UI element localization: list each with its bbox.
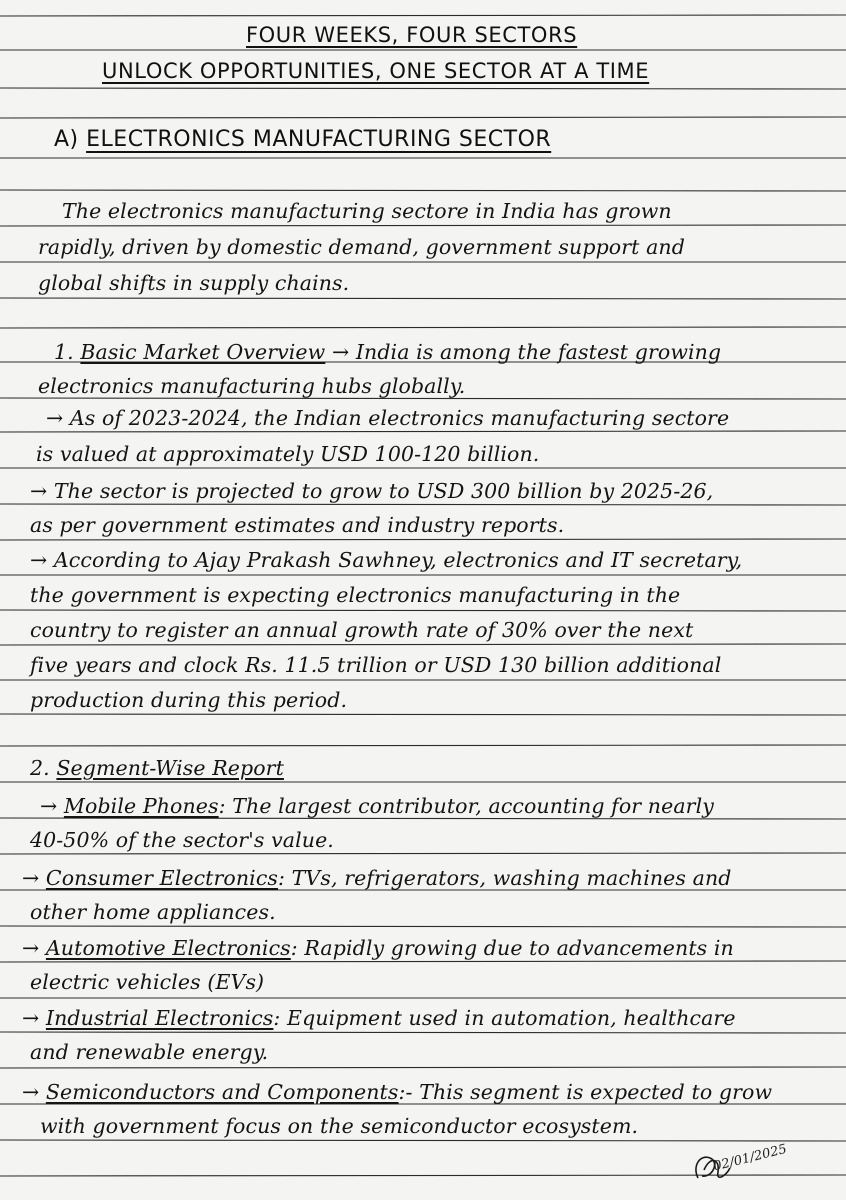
segment-name: Semiconductors and Components <box>45 1080 399 1104</box>
segment-cont: with government focus on the semiconductor ecosystem. <box>40 1114 639 1138</box>
intro-line: The electronics manufacturing sectore in India has grown <box>62 199 672 223</box>
rule-line <box>0 1032 846 1033</box>
arrow-icon: → <box>22 1006 40 1030</box>
section-label: A) <box>54 127 79 152</box>
segment-name: Automotive Electronics <box>45 936 291 960</box>
overview-line: electronics manufacturing hubs globally. <box>38 374 466 398</box>
rule-line <box>0 327 846 328</box>
segment-desc: Rapidly growing due to advancements in <box>297 936 734 960</box>
overview-line: → The sector is projected to grow to USD 300 billion by 2025-26, <box>30 479 714 503</box>
segment-cont: electric vehicles (EVs) <box>30 970 265 994</box>
segment-item <box>40 794 714 818</box>
overview-line: → As of 2023-2024, the Indian electronics manufacturing sectore <box>46 406 730 430</box>
overview-line: the government is expecting electronics manufacturing in the <box>30 583 681 607</box>
rule-line <box>0 225 846 226</box>
rule-line <box>0 117 846 118</box>
segment-item <box>22 866 732 890</box>
segment-item <box>22 1006 736 1030</box>
arrow-icon: → <box>22 936 40 960</box>
rule-line <box>0 926 846 927</box>
overview-number: 1. <box>54 340 74 364</box>
segment-desc: The largest contributor, accounting for nearly <box>225 794 714 818</box>
overview-title: Basic Market Overview <box>80 340 326 364</box>
rule-line <box>0 88 846 89</box>
segment-item <box>22 936 734 960</box>
rule-line <box>0 644 846 645</box>
segments-number: 2. <box>30 756 50 780</box>
segment-desc: This segment is expected to grow <box>412 1080 773 1104</box>
rule-line <box>0 504 846 505</box>
segments-heading-line <box>30 756 284 780</box>
segment-sep: :- <box>398 1080 413 1104</box>
segment-desc: TVs, refrigerators, washing machines and <box>285 866 732 890</box>
rule-line <box>0 853 846 854</box>
section-heading <box>54 126 551 154</box>
segment-item <box>22 1080 772 1104</box>
overview-lead: → India is among the fastest growing <box>331 340 722 364</box>
rule-line <box>0 539 846 540</box>
segments-title: Segment-Wise Report <box>56 756 284 780</box>
overview-heading-line <box>54 340 721 364</box>
segment-sep: : <box>278 866 286 890</box>
arrow-icon: → <box>40 794 58 818</box>
arrow-icon: → <box>22 866 40 890</box>
segment-desc: Equipment used in automation, healthcare <box>280 1006 736 1030</box>
segment-sep: : <box>218 794 226 818</box>
overview-line: → According to Ajay Prakash Sawhney, electronics and IT secretary, <box>30 548 743 572</box>
overview-line: five years and clock Rs. 11.5 trillion or USD 130 billion additional <box>30 653 722 677</box>
segment-name: Mobile Phones <box>63 794 219 818</box>
segment-cont: other home appliances. <box>30 900 276 924</box>
rule-line <box>0 818 846 819</box>
intro-line: rapidly, driven by domestic demand, government support and <box>38 235 685 259</box>
overview-line: is valued at approximately USD 100-120 billion. <box>36 442 540 466</box>
rule-line <box>0 961 846 962</box>
rule-line <box>0 15 846 16</box>
rule-line <box>0 1140 846 1141</box>
page-subtitle: UNLOCK OPPORTUNITIES, ONE SECTOR AT A TIME <box>102 59 650 83</box>
segment-cont: and renewable energy. <box>30 1040 269 1064</box>
segment-name: Consumer Electronics <box>45 866 279 890</box>
rule-line <box>0 190 846 191</box>
segment-sep: : <box>273 1006 281 1030</box>
segment-cont: 40-50% of the sector's value. <box>30 828 334 852</box>
arrow-icon: → <box>22 1080 40 1104</box>
intro-line: global shifts in supply chains. <box>38 271 350 295</box>
rule-line <box>0 714 846 715</box>
rule-line <box>0 298 846 299</box>
rule-line <box>0 745 846 746</box>
section-title: ELECTRONICS MANUFACTURING SECTOR <box>86 127 552 152</box>
segment-sep: : <box>290 936 298 960</box>
rule-line <box>0 398 846 399</box>
signature-date: 02/01/2025 <box>712 1141 789 1175</box>
segment-name: Industrial Electronics <box>45 1006 274 1030</box>
rule-line <box>0 431 846 432</box>
page-title: FOUR WEEKS, FOUR SECTORS <box>246 23 578 47</box>
overview-line: as per government estimates and industry reports. <box>30 513 565 537</box>
rule-line <box>0 1067 846 1068</box>
overview-line: country to register an annual growth rate of 30% over the next <box>30 618 694 642</box>
rule-line <box>0 610 846 611</box>
overview-line: production during this period. <box>30 688 348 712</box>
